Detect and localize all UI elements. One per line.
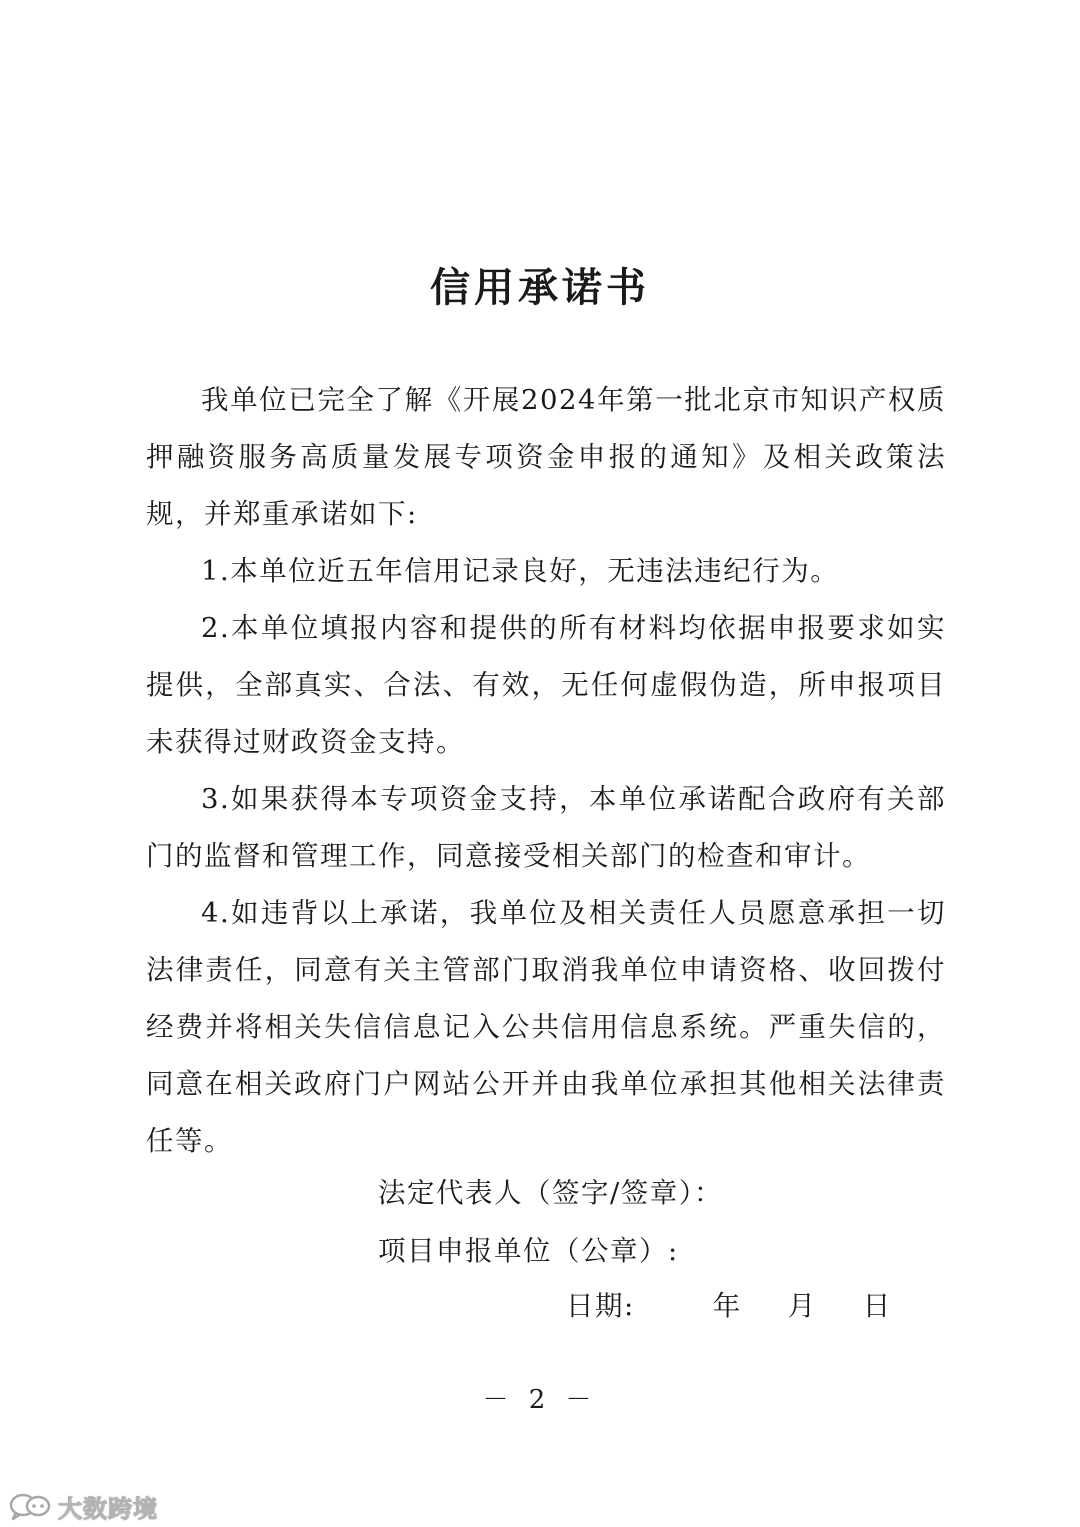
chat-bubble-logo-icon	[8, 1491, 52, 1521]
commitment-item-3: 3.如果获得本专项资金支持，本单位承诺配合政府有关部门的监督和管理工作，同意接受相关部门的检查和审计。	[146, 783, 946, 872]
commitment-item-4: 4.如违背以上承诺，我单位及相关责任人员愿意承担一切法律责任，同意有关主管部门取消我单位申请资格、收回拨付经费并将相关失信信息记入公共信用信息系统。严重失信的，同意在相关政府门户网站公开并由我单位承担其他相关法律责任等。	[146, 897, 946, 1157]
date-month: 月	[787, 1290, 817, 1322]
page-number: － 2 －	[482, 1385, 598, 1415]
legal-representative-line: 法定代表人（签字/签章）：	[378, 1177, 724, 1209]
commitment-item-1: 1.本单位近五年信用记录良好，无违法违纪行为。	[201, 555, 840, 587]
document-body	[146, 372, 946, 1170]
applicant-unit-line: 项目申报单位（公章）:	[378, 1235, 679, 1267]
watermark-text: 大数跨境	[58, 1494, 158, 1523]
watermark	[8, 1488, 158, 1524]
intro-paragraph: 我单位已完全了解《开展2024年第一批北京市知识产权质押融资服务高质量发展专项资金申报的通知》及相关政策法规，并郑重承诺如下:	[146, 384, 946, 530]
date-line	[566, 1277, 892, 1335]
document-title: 信用承诺书	[430, 264, 650, 311]
date-year: 年	[712, 1290, 742, 1322]
date-day: 日	[862, 1290, 892, 1322]
signature-block	[378, 1164, 978, 1280]
date-label: 日期:	[566, 1290, 635, 1322]
commitment-item-2: 2.本单位填报内容和提供的所有材料均依据申报要求如实提供，全部真实、合法、有效，无任何虚假伪造，所申报项目未获得过财政资金支持。	[146, 612, 946, 758]
